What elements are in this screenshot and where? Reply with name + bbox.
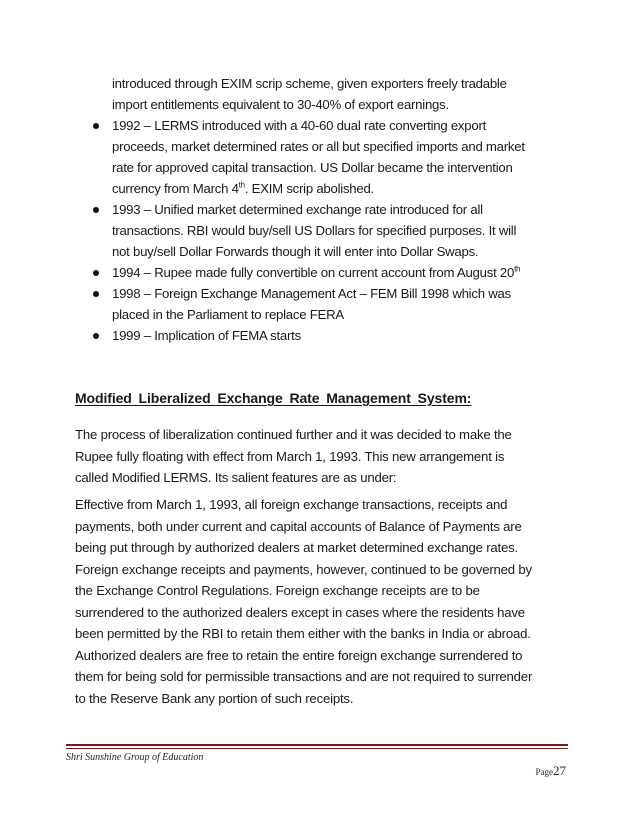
text-line: not buy/sell Dollar Forwards though it will enter into Dollar Swaps. [112,244,479,259]
text-line: currency from March 4th. EXIM scrip abolished. [112,180,374,196]
page-number-value: 27 [553,763,566,778]
page-label: Page [535,767,553,777]
text-line: Foreign exchange receipts and payments, however, continued to be governed by [75,561,532,577]
text-line: transactions. RBI would buy/sell US Dollars for specified purposes. It will [112,223,517,238]
bullet-item-1992 [0,115,542,199]
text-line: Rupee fully floating with effect from March 1, 1993. This new arrangement is [75,448,505,464]
text-line: to the Reserve Bank any portion of such receipts. [75,690,354,706]
bullet-item-1994 [0,262,542,283]
bullet-icon [93,333,99,339]
text-line: Authorized dealers are free to retain the entire foreign exchange surrendered to [75,647,523,663]
paragraph-intro [75,424,575,489]
page-number [536,763,567,779]
text-line: import entitlements equivalent to 30-40% of export earnings. [112,97,449,112]
text-line: 1992 – LERMS introduced with a 40-60 dual rate converting export [112,118,486,133]
text-line: rate for approved capital transaction. US Dollar became the intervention [112,160,513,175]
text-line: 1998 – Foreign Exchange Management Act – FEM Bill 1998 which was [112,286,511,301]
text-line: The process of liberalization continued further and it was decided to make the [75,427,512,442]
text-line: placed in the Parliament to replace FERA [112,307,344,322]
bullet-icon [93,291,99,297]
text-line: proceeds, market determined rates or all but specified imports and market [112,139,525,154]
text-line: 1993 – Unified market determined exchange rate introduced for all [112,202,483,217]
bullet-icon [93,207,99,213]
section-heading: Modified Liberalized Exchange Rate Management System: [75,390,472,406]
bullet-list [0,115,638,346]
bullet-icon [93,270,99,276]
continuation-text [112,73,582,115]
text-line: 1994 – Rupee made fully convertible on current account from August 20th [112,264,521,280]
paragraph-features [75,494,575,709]
footer-divider-thick [66,744,568,746]
text-line: Effective from March 1, 1993, all foreign exchange transactions, receipts and [75,497,508,512]
bullet-item-1998 [0,283,542,325]
text-line: them for being sold for permissible transactions and are not required to surrender [75,669,533,684]
bullet-item-1993 [0,199,542,262]
footer-divider-thin [66,748,568,749]
text-line: been permitted by the RBI to retain them either with the banks in India or abroad. [75,626,531,641]
bullet-item-1999 [0,325,542,346]
bullet-icon [93,123,99,129]
text-line: called Modified LERMS. Its salient features are as under: [75,470,397,485]
text-line: introduced through EXIM scrip scheme, given exporters freely tradable [112,76,507,91]
text-line: 1999 – Implication of FEMA starts [112,328,301,343]
text-line: being put through by authorized dealers at market determined exchange rates. [75,540,518,555]
text-line: payments, both under current and capital accounts of Balance of Payments are [75,518,522,534]
footer-organization: Shri Sunshine Group of Education [66,752,204,763]
text-line: surrendered to the authorized dealers except in cases where the residents have [75,604,525,620]
text-line: the Exchange Control Regulations. Foreign exchange receipts are to be [75,583,480,598]
